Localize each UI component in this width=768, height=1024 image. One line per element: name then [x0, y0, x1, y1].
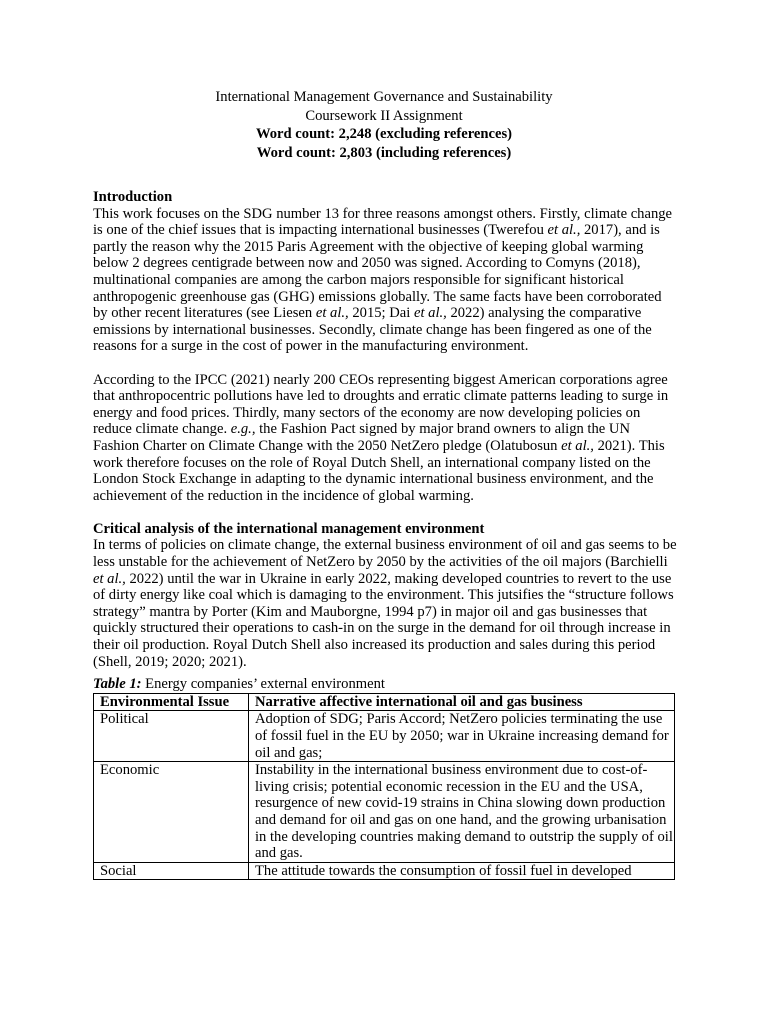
narrative-cell: The attitude towards the consumption of fossil fuel in developed	[249, 862, 675, 880]
title-block	[0, 88, 768, 162]
table-row	[94, 862, 675, 880]
issue-cell: Economic	[94, 762, 249, 863]
issue-cell: Social	[94, 862, 249, 880]
intro-paragraph-1: This work focuses on the SDG number 13 for three reasons amongst others. Firstly, climate change is one of the chief issues that is impacting international businesses (Twerefou et al., 2017), and is partly the reason why the 2015 Paris Agreement with the objective of keeping global warming below 2 degrees centigrade between now and 2050 was signed. According to Comyns (2018), multinational companies are among the carbon majors responsible for significant historical anthropogenic greenhouse gas (GHG) emissions globally. The same facts have been corroborated by other recent literatures (see Liesen et al., 2015; Dai et al., 2022) analysing the comparative emissions by international businesses. Secondly, climate change has been fingered as one of the reasons for a surge in the cost of power in the manufacturing environment.	[93, 205, 673, 355]
narrative-cell: Instability in the international business environment due to cost-of-living crisis; potential economic recession in the EU and the USA, resurgence of new covid-19 strains in China slowing down production and demand for oil and gas on one hand, and the growing urbanisation in the developing countries making demand to outstrip the supply of oil and gas.	[249, 762, 675, 863]
column-header-issue: Environmental Issue	[94, 693, 249, 711]
critical-analysis-heading: Critical analysis of the international management environment	[93, 520, 485, 537]
table-header-row	[94, 693, 675, 711]
table-row	[94, 711, 675, 762]
column-header-narrative: Narrative affective international oil and gas business	[249, 693, 675, 711]
course-title: International Management Governance and Sustainability	[215, 89, 553, 105]
critical-analysis-paragraph: In terms of policies on climate change, the external business environment of oil and gas seems to be less unstable for the achievement of NetZero by 2050 by the activities of the oil majors (Barchielli et al., 2022) until the war in Ukraine in early 2022, making developed countries to revert to the use of dirty energy like coal which is damaging to the environment. This jutsifies the “structure follows strategy” mantra by Porter (Kim and Mauborgne, 1994 p7) in major oil and gas businesses that quickly structured their operations to cash-in on the surge in the demand for oil through increase in their oil production. Royal Dutch Shell also increased its production and sales during this period (Shell, 2019; 2020; 2021).	[93, 537, 677, 670]
table-row	[94, 762, 675, 863]
introduction-heading: Introduction	[93, 189, 173, 205]
assignment-title: Coursework II Assignment	[305, 107, 463, 124]
intro-paragraph-2: According to the IPCC (2021) nearly 200 CEOs representing biggest American corporations agree that anthropocentric pollutions have led to droughts and erratic climate patterns leading to surge in energy and food prices. Thirdly, many sectors of the economy are now developing policies on reduce climate change. e.g., the Fashion Pact signed by major brand owners to align the UN Fashion Charter on Climate Change with the 2050 NetZero pledge (Olatubosun et al., 2021). This work therefore focuses on the role of Royal Dutch Shell, an international company listed on the London Stock Exchange in adapting to the dynamic international business environment, and the achievement of the reduction in the incidence of global warming.	[93, 371, 669, 504]
narrative-cell: Adoption of SDG; Paris Accord; NetZero policies terminating the use of fossil fuel in the EU by 2050; war in Ukraine increasing demand for oil and gas;	[249, 711, 675, 762]
word-count-excluding: Word count: 2,248 (excluding references)	[255, 126, 513, 143]
word-count-including: Word count: 2,803 (including references)	[256, 144, 512, 161]
issue-cell: Political	[94, 711, 249, 762]
body-content	[93, 189, 678, 880]
environment-table	[93, 693, 675, 881]
table-caption: Table 1: Energy companies’ external environment	[93, 676, 385, 693]
